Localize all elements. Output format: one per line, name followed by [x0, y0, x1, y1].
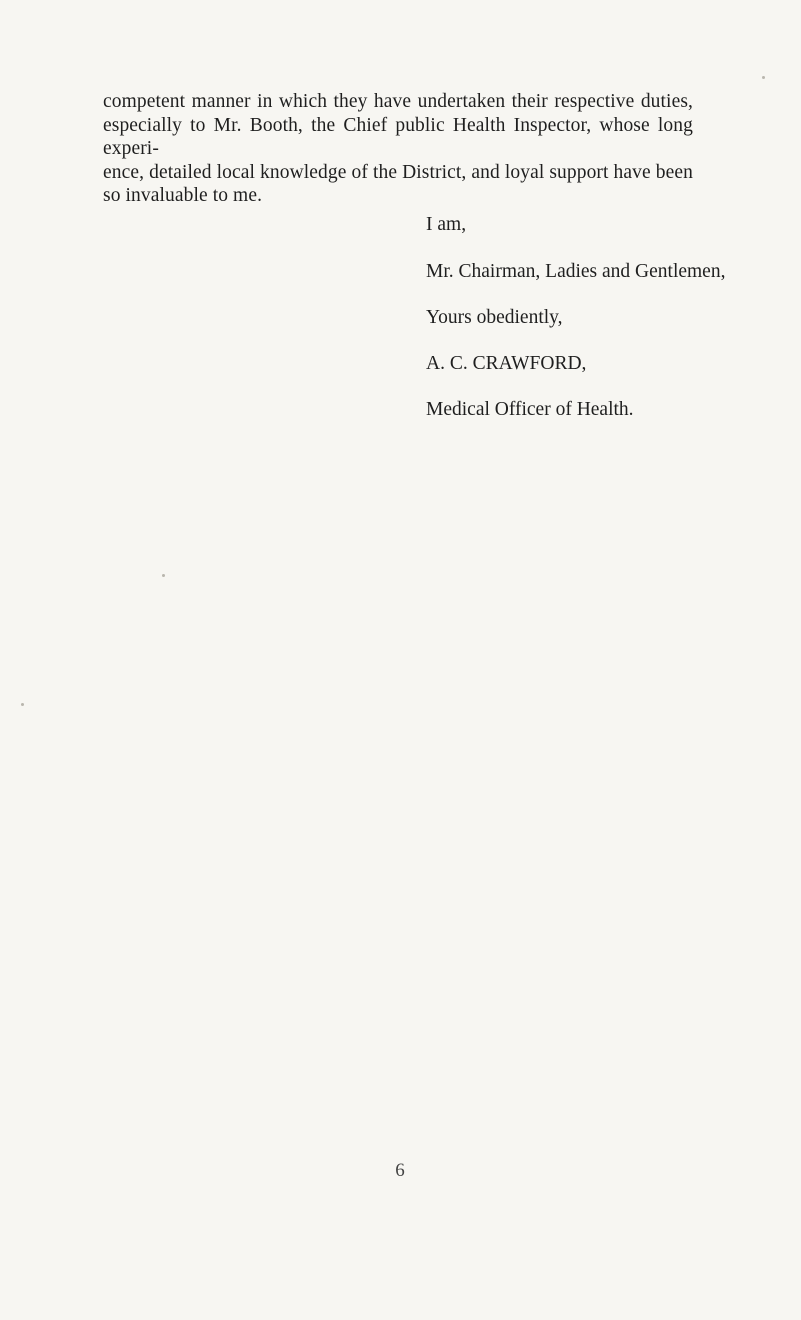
paragraph-line: so invaluable to me. — [103, 185, 263, 206]
closing-i-am: I am, — [426, 214, 467, 235]
page-number: 6 — [395, 1160, 405, 1181]
closing-valediction: Yours obediently, — [426, 307, 563, 328]
paper-speck — [162, 574, 165, 577]
paragraph-line: ence, detailed local knowledge of the District, and loyal support have been — [103, 161, 693, 183]
closing-salutation: Mr. Chairman, Ladies and Gentlemen, — [426, 261, 726, 282]
body-paragraph — [103, 90, 693, 208]
signatory-name: A. C. CRAWFORD, — [426, 353, 587, 374]
paragraph-line: competent manner in which they have undertaken their respective duties, — [103, 91, 693, 112]
signatory-title: Medical Officer of Health. — [426, 399, 634, 420]
paragraph-line: especially to Mr. Booth, the Chief public Health Inspector, whose long experi- — [103, 114, 693, 159]
paper-speck — [762, 76, 765, 79]
paper-speck — [21, 703, 24, 706]
